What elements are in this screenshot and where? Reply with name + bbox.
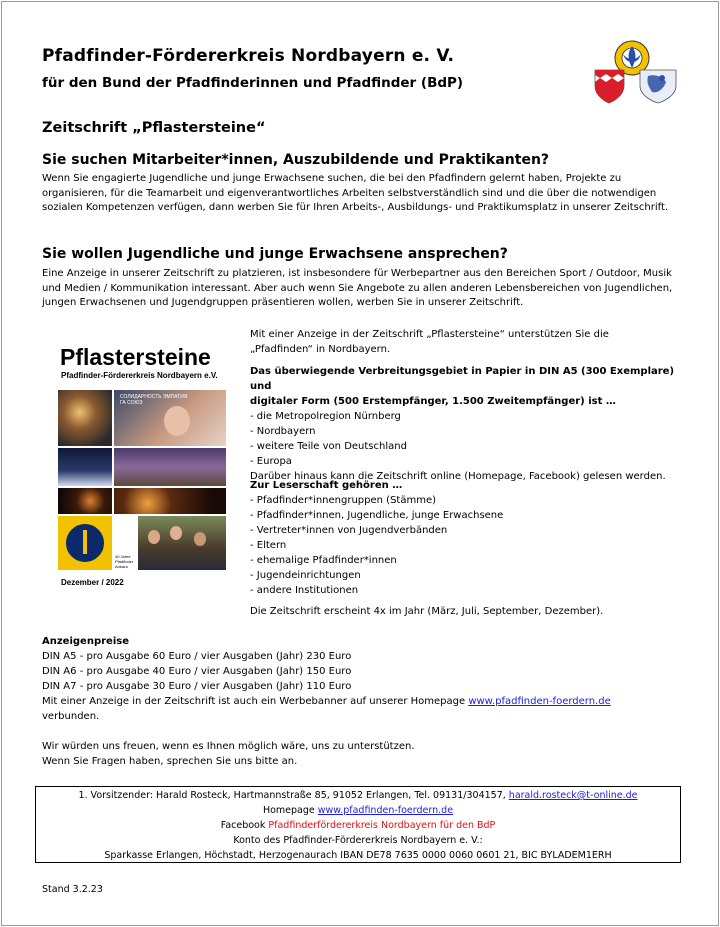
section2-text: Eine Anzeige in unserer Zeitschrift zu platzieren, ist insbesondere für Werbepartner aus den Bereichen Sport / Outdoor, Musik und Medien / Kommunikation interessant. Aber auch wenn Sie Angebote zu allen anderen Lebensbereichen von Jugendlichen, jungen Erwachsenen und Jugendgruppen präsentieren wollen, werben Sie in unserer Zeitschrift.: [42, 268, 673, 308]
cover-photo-caption: СОЛИДАРНОСТЬ ЭМПАТИЯ ГА СОЮЗ: [120, 394, 188, 406]
reader-item: - Eltern: [250, 540, 287, 551]
account-label: Konto des Pfadfinder-Fördererkreis Nordbayern e. V.:: [233, 835, 483, 846]
distribution-heading-line-1: Das überwiegende Verbreitungsgebiet in Papier in DIN A5 (300 Exemplare) und: [250, 366, 675, 392]
region-item: - Europa: [250, 456, 292, 467]
readers-heading: Zur Leserschaft gehören …: [250, 480, 403, 491]
cover-photo-campfire: [114, 448, 226, 486]
magazine-cover: [58, 334, 226, 596]
cover-photo-youth: [138, 516, 226, 570]
banner-text: Mit einer Anzeige in der Zeitschrift ist auch ein Werbebanner auf unserer Homepage: [42, 696, 466, 707]
section1-text: Wenn Sie engagierte Jugendliche und junge Erwachsene suchen, die bei den Pfadfindern gelernt haben, Projekte zu organisieren, für die Teamarbeit und eigenverantwortliches Arbeiten selbstverständlich sind und die über die notwendigen sozialen Kompetenzen verfügen, dann werben Sie für Ihren Arbeits-, Ausbildungs- und Praktikumsplatz in unserer Zeitschrift.: [42, 173, 669, 213]
bank-details: Sparkasse Erlangen, Höchstadt, Herzogenaurach IBAN DE78 7635 0000 0060 0601 21, BIC BYLADEM1ERH: [104, 850, 612, 861]
homepage-label: Homepage: [262, 805, 315, 816]
intro-line-2: „Pfadfinden“ in Nordbayern.: [250, 344, 391, 355]
org-subtitle: für den Bund der Pfadfinderinnen und Pfadfinder (BdP): [42, 75, 464, 91]
cover-photo-fire: [114, 488, 226, 514]
footer-homepage-line: [36, 803, 680, 818]
reader-item: - Jugendeinrichtungen: [250, 570, 361, 581]
banner-end: verbunden.: [42, 711, 100, 722]
homepage-link[interactable]: www.pfadfinden-foerdern.de: [468, 696, 611, 707]
prices-heading: Anzeigenpreise: [42, 636, 129, 647]
cover-date: Dezember / 2022: [61, 578, 124, 587]
prices-section: [42, 634, 682, 769]
facebook-label: Facebook: [220, 820, 266, 831]
org-title: Pfadfinder-Fördererkreis Nordbayern e. V.: [42, 46, 455, 66]
magazine-heading: Zeitschrift „Pflastersteine“: [42, 120, 266, 136]
cover-photo-badge-text: [114, 516, 136, 570]
closing-line-1: Wir würden uns freuen, wenn es Ihnen möglich wäre, uns zu unterstützen.: [42, 741, 415, 752]
region-item: - die Metropolregion Nürnberg: [250, 411, 401, 422]
price-line: DIN A6 - pro Ausgabe 40 Euro / vier Ausgaben (Jahr) 150 Euro: [42, 666, 352, 677]
contact-footer: [35, 786, 681, 863]
facebook-name: Pfadfinderfördererkreis Nordbayern für den BdP: [268, 820, 496, 831]
cover-subtitle: Pfadfinder-Fördererkreis Nordbayern e.V.: [61, 371, 218, 380]
banner-note: [42, 694, 682, 709]
email-link[interactable]: harald.rosteck@t-online.de: [508, 790, 638, 801]
section1-heading: Sie suchen Mitarbeiter*innen, Auszubildende und Praktikanten?: [42, 152, 550, 168]
cover-photo-night: [58, 448, 112, 486]
footer-chair-line: [36, 788, 680, 803]
cover-photo-embrace: [114, 390, 226, 446]
distribution-heading-line-2: digitaler Form (500 Erstempfänger, 1.500 Zweitempfänger) ist …: [250, 396, 616, 407]
cover-photo-group: [58, 390, 112, 446]
region-item: - weitere Teile von Deutschland: [250, 441, 407, 452]
chair-info: 1. Vorsitzender: Harald Rosteck, Hartmannstraße 85, 91052 Erlangen, Tel. 09131/304157,: [78, 790, 506, 801]
footer-homepage-link[interactable]: www.pfadfinden-foerdern.de: [317, 805, 454, 816]
footer-facebook-line: [36, 818, 680, 833]
document-page: [1, 1, 719, 926]
cover-photo-dark: [58, 488, 112, 514]
online-note: Darüber hinaus kann die Zeitschrift online (Homepage, Facebook) gelesen werden.: [250, 471, 666, 482]
cover-badge-caption: 40 Jahre Pfadfinder Ankara: [115, 554, 134, 569]
intro-line-1: Mit einer Anzeige in der Zeitschrift „Pflastersteine“ unterstützen Sie die: [250, 329, 609, 340]
info-readers: [250, 478, 680, 598]
reader-item: - andere Institutionen: [250, 585, 359, 596]
price-line: DIN A5 - pro Ausgabe 60 Euro / vier Ausgaben (Jahr) 230 Euro: [42, 651, 352, 662]
cover-badge: [58, 516, 112, 570]
reader-item: - ehemalige Pfadfinder*innen: [250, 555, 397, 566]
stand-date: Stand 3.2.23: [42, 884, 103, 895]
section2-heading: Sie wollen Jugendliche und junge Erwachsene ansprechen?: [42, 246, 508, 262]
info-distribution: [250, 364, 680, 484]
reader-item: - Pfadfinder*innengruppen (Stämme): [250, 495, 437, 506]
closing-line-2: Wenn Sie Fragen haben, sprechen Sie uns bitte an.: [42, 756, 298, 767]
reader-item: - Pfadfinder*innen, Jugendliche, junge Erwachsene: [250, 510, 504, 521]
price-line: DIN A7 - pro Ausgabe 30 Euro / vier Ausgaben (Jahr) 110 Euro: [42, 681, 352, 692]
reader-item: - Vertreter*innen von Jugendverbänden: [250, 525, 448, 536]
info-intro: [250, 327, 680, 357]
cover-title: Pflastersteine: [60, 344, 211, 370]
frequency-note: Die Zeitschrift erscheint 4x im Jahr (März, Juli, September, Dezember).: [250, 606, 604, 617]
cover-photo-face: [164, 406, 190, 436]
bdp-logo-icon: [592, 38, 682, 104]
region-item: - Nordbayern: [250, 426, 316, 437]
